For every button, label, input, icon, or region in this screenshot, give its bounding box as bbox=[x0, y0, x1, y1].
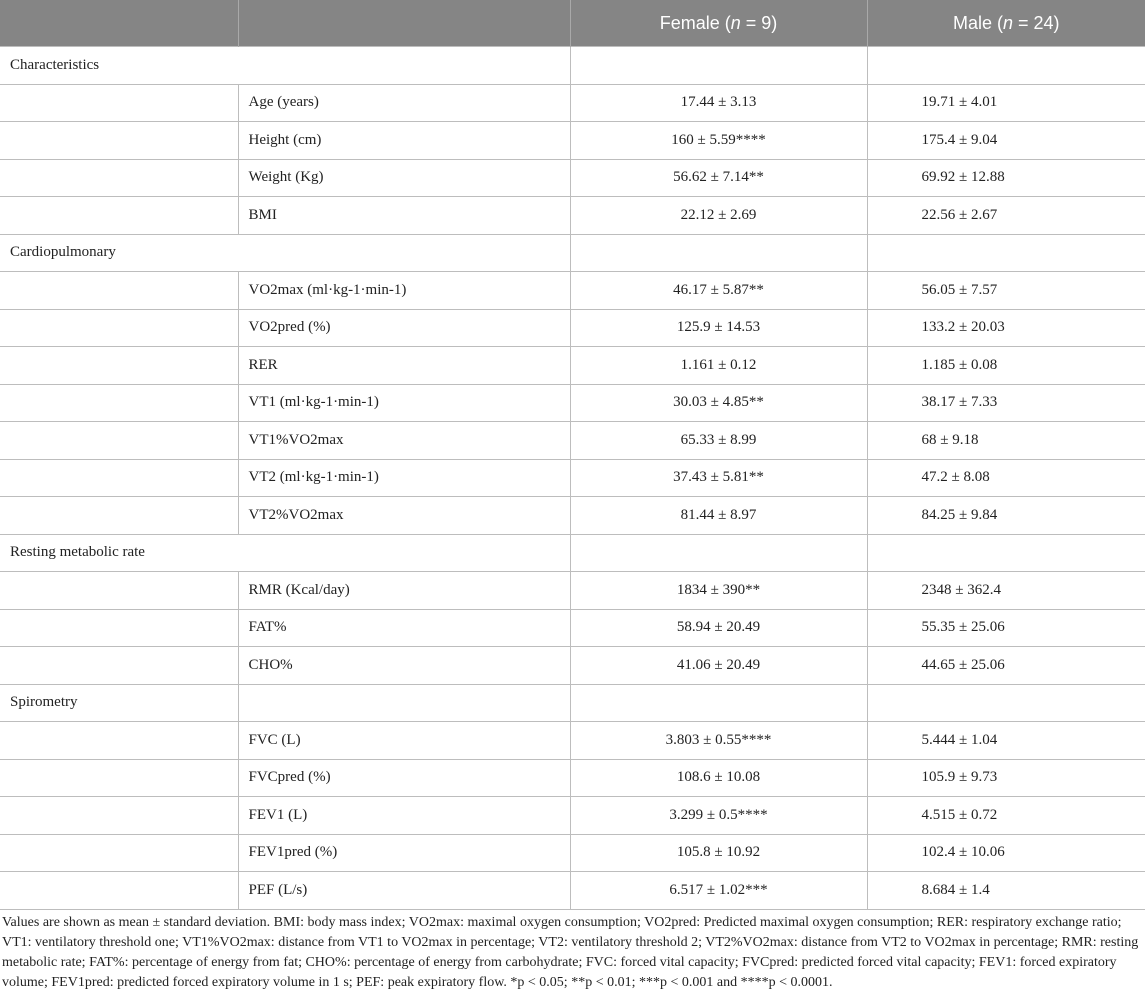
header-empty-2 bbox=[238, 0, 570, 47]
table-row bbox=[0, 197, 1145, 235]
section-row bbox=[0, 684, 1145, 722]
male-value: 68 ± 9.18 bbox=[867, 422, 1145, 460]
female-value: 65.33 ± 8.99 bbox=[570, 422, 867, 460]
row-label: FEV1 (L) bbox=[238, 797, 570, 835]
female-value: 108.6 ± 10.08 bbox=[570, 759, 867, 797]
row-label: FVC (L) bbox=[238, 722, 570, 760]
female-value: 125.9 ± 14.53 bbox=[570, 309, 867, 347]
male-value: 19.71 ± 4.01 bbox=[867, 84, 1145, 122]
male-value: 102.4 ± 10.06 bbox=[867, 834, 1145, 872]
row-label: CHO% bbox=[238, 647, 570, 685]
table-row bbox=[0, 647, 1145, 685]
male-value: 133.2 ± 20.03 bbox=[867, 309, 1145, 347]
indent-cell bbox=[0, 122, 238, 160]
female-value: 3.299 ± 0.5**** bbox=[570, 797, 867, 835]
indent-cell bbox=[0, 609, 238, 647]
table-footnote: Values are shown as mean ± standard deviation. BMI: body mass index; VO2max: maximal oxygen consumption; VO2pred: Predicted maximal oxygen consumption; RER: respiratory exchange ratio; VT1: ventilatory threshold one; VT1%VO2max: distance from VT1 to VO2max in percentage; VT2: ventilatory threshold 2; VT2%VO2max: distance from VT2 to VO2max in percentage; RMR: resting metabolic rate; FAT%: percentage of energy from fat; CHO%: percentage of energy from carbohydrate; FVC: forced vital capacity; FVCpred: predicted forced vital capacity; FEV1: forced expiratory volume; FEV1pred: predicted forced expiratory volume in 1 s; PEF: peak expiratory flow. *p < 0.05; **p < 0.01; ***p < 0.001 and ****p < 0.0001. bbox=[2, 914, 1139, 990]
row-label: FAT% bbox=[238, 609, 570, 647]
male-value: 38.17 ± 7.33 bbox=[867, 384, 1145, 422]
header-female bbox=[570, 0, 867, 47]
indent-cell bbox=[0, 84, 238, 122]
male-value: 2348 ± 362.4 bbox=[867, 572, 1145, 610]
row-label: FEV1pred (%) bbox=[238, 834, 570, 872]
row-label: Age (years) bbox=[238, 84, 570, 122]
indent-cell bbox=[0, 459, 238, 497]
table-row bbox=[0, 384, 1145, 422]
male-value: 105.9 ± 9.73 bbox=[867, 759, 1145, 797]
row-label: RMR (Kcal/day) bbox=[238, 572, 570, 610]
female-value: 1.161 ± 0.12 bbox=[570, 347, 867, 385]
indent-cell bbox=[0, 272, 238, 310]
table-row bbox=[0, 459, 1145, 497]
female-value: 81.44 ± 8.97 bbox=[570, 497, 867, 535]
male-value: 47.2 ± 8.08 bbox=[867, 459, 1145, 497]
female-value: 3.803 ± 0.55**** bbox=[570, 722, 867, 760]
row-label: VT1 (ml·kg-1·min-1) bbox=[238, 384, 570, 422]
female-value: 56.62 ± 7.14** bbox=[570, 159, 867, 197]
section-title: Cardiopulmonary bbox=[0, 234, 570, 272]
table-row bbox=[0, 309, 1145, 347]
indent-cell bbox=[0, 159, 238, 197]
indent-cell bbox=[0, 347, 238, 385]
row-label: Weight (Kg) bbox=[238, 159, 570, 197]
male-value: 4.515 ± 0.72 bbox=[867, 797, 1145, 835]
male-value: 22.56 ± 2.67 bbox=[867, 197, 1145, 235]
indent-cell bbox=[0, 647, 238, 685]
table-row bbox=[0, 84, 1145, 122]
table-row bbox=[0, 422, 1145, 460]
section-empty-female bbox=[570, 234, 867, 272]
indent-cell bbox=[0, 309, 238, 347]
male-value: 84.25 ± 9.84 bbox=[867, 497, 1145, 535]
row-label: VT1%VO2max bbox=[238, 422, 570, 460]
row-label: Height (cm) bbox=[238, 122, 570, 160]
section-empty-male bbox=[867, 234, 1145, 272]
female-value: 41.06 ± 20.49 bbox=[570, 647, 867, 685]
section-empty-male bbox=[867, 534, 1145, 572]
table-row bbox=[0, 609, 1145, 647]
section-empty-label bbox=[238, 684, 570, 722]
section-title: Resting metabolic rate bbox=[0, 534, 570, 572]
table-row bbox=[0, 122, 1145, 160]
female-value: 6.517 ± 1.02*** bbox=[570, 872, 867, 910]
female-value: 160 ± 5.59**** bbox=[570, 122, 867, 160]
table-body bbox=[0, 47, 1145, 910]
header-empty-1 bbox=[0, 0, 238, 47]
header-female-prefix: Female ( bbox=[659, 12, 731, 33]
table-row bbox=[0, 872, 1145, 910]
table-row bbox=[0, 272, 1145, 310]
section-empty-male bbox=[867, 684, 1145, 722]
header-male-n: n bbox=[1002, 12, 1013, 33]
header-female-n: n bbox=[730, 12, 741, 33]
section-row bbox=[0, 47, 1145, 85]
male-value: 69.92 ± 12.88 bbox=[867, 159, 1145, 197]
female-value: 46.17 ± 5.87** bbox=[570, 272, 867, 310]
indent-cell bbox=[0, 759, 238, 797]
row-label: VT2 (ml·kg-1·min-1) bbox=[238, 459, 570, 497]
female-value: 37.43 ± 5.81** bbox=[570, 459, 867, 497]
female-value: 30.03 ± 4.85** bbox=[570, 384, 867, 422]
section-empty-male bbox=[867, 47, 1145, 85]
row-label: VO2max (ml·kg-1·min-1) bbox=[238, 272, 570, 310]
indent-cell bbox=[0, 722, 238, 760]
header-female-suffix: = 9) bbox=[740, 12, 778, 33]
row-label: VO2pred (%) bbox=[238, 309, 570, 347]
row-label: RER bbox=[238, 347, 570, 385]
section-title: Spirometry bbox=[0, 684, 238, 722]
table-row bbox=[0, 797, 1145, 835]
female-value: 1834 ± 390** bbox=[570, 572, 867, 610]
section-empty-female bbox=[570, 47, 867, 85]
header-male bbox=[867, 0, 1145, 47]
female-value: 17.44 ± 3.13 bbox=[570, 84, 867, 122]
section-empty-female bbox=[570, 534, 867, 572]
row-label: PEF (L/s) bbox=[238, 872, 570, 910]
indent-cell bbox=[0, 872, 238, 910]
table-row bbox=[0, 572, 1145, 610]
row-label: VT2%VO2max bbox=[238, 497, 570, 535]
section-row bbox=[0, 534, 1145, 572]
header-male-prefix: Male ( bbox=[952, 12, 1003, 33]
indent-cell bbox=[0, 797, 238, 835]
female-value: 58.94 ± 20.49 bbox=[570, 609, 867, 647]
section-row bbox=[0, 234, 1145, 272]
table-row bbox=[0, 834, 1145, 872]
table-row bbox=[0, 497, 1145, 535]
male-value: 5.444 ± 1.04 bbox=[867, 722, 1145, 760]
female-value: 22.12 ± 2.69 bbox=[570, 197, 867, 235]
section-title: Characteristics bbox=[0, 47, 570, 85]
indent-cell bbox=[0, 834, 238, 872]
male-value: 1.185 ± 0.08 bbox=[867, 347, 1145, 385]
table-row bbox=[0, 347, 1145, 385]
table-row bbox=[0, 722, 1145, 760]
indent-cell bbox=[0, 384, 238, 422]
table-row bbox=[0, 759, 1145, 797]
indent-cell bbox=[0, 422, 238, 460]
male-value: 175.4 ± 9.04 bbox=[867, 122, 1145, 160]
male-value: 55.35 ± 25.06 bbox=[867, 609, 1145, 647]
indent-cell bbox=[0, 197, 238, 235]
indent-cell bbox=[0, 497, 238, 535]
table-row bbox=[0, 159, 1145, 197]
header-row bbox=[0, 0, 1145, 47]
male-value: 44.65 ± 25.06 bbox=[867, 647, 1145, 685]
female-value: 105.8 ± 10.92 bbox=[570, 834, 867, 872]
section-empty-female bbox=[570, 684, 867, 722]
header-male-suffix: = 24) bbox=[1013, 12, 1060, 33]
row-label: BMI bbox=[238, 197, 570, 235]
male-value: 8.684 ± 1.4 bbox=[867, 872, 1145, 910]
row-label: FVCpred (%) bbox=[238, 759, 570, 797]
indent-cell bbox=[0, 572, 238, 610]
male-value: 56.05 ± 7.57 bbox=[867, 272, 1145, 310]
